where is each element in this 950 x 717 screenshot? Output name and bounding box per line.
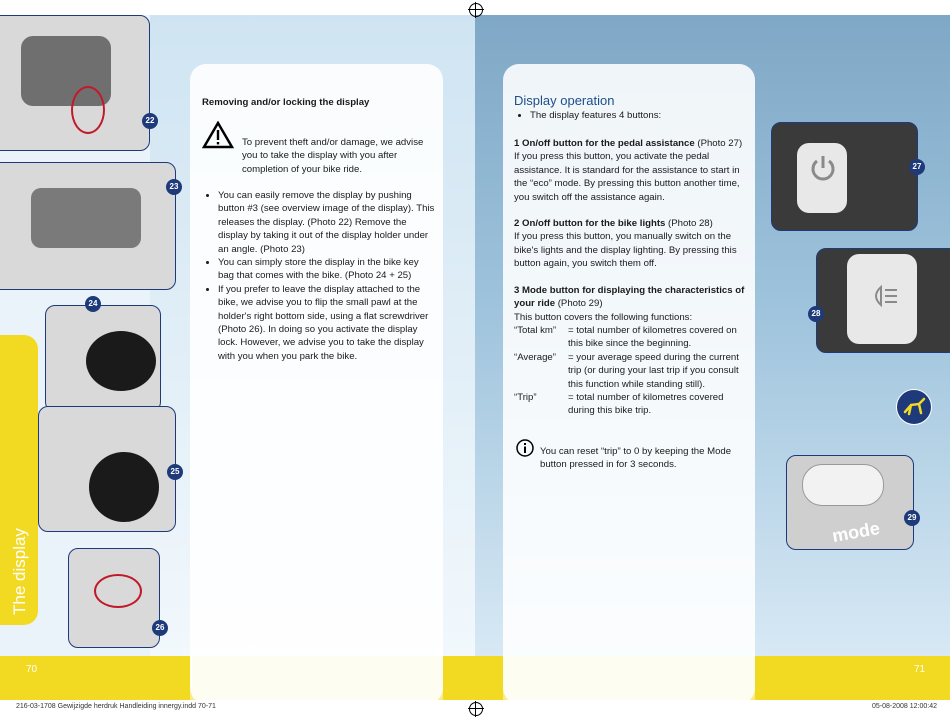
slug-right: 05-08-2008 12:00:42 <box>872 703 937 710</box>
antelope-icon <box>897 390 931 424</box>
warning-icon <box>202 121 234 149</box>
section-body: This button covers the following functions: <box>514 311 693 323</box>
photo-23 <box>0 162 176 290</box>
section-ref: (Photo 27) <box>694 138 743 149</box>
section-title: 1 On/off button for the pedal assistance <box>514 138 695 149</box>
function-term: “Average” <box>514 351 556 363</box>
right-intro-list <box>515 109 745 122</box>
function-desc: = total number of kilometres covered on this bike since the beginning. <box>568 325 737 350</box>
highlight-circle <box>71 86 105 134</box>
bullet-item: • If you prefer to leave the display attached to the bike, we advise you to flip the small pawl at the holder's right bottom side, using a flat screwdriver (Photo 26). In doing so you activate the display lock. However, we advise you to take the display with you when you park the bike. <box>218 283 435 363</box>
page-number-left: 70 <box>26 664 38 675</box>
photo-badge-27: 27 <box>909 159 925 175</box>
left-bullet-list <box>203 189 435 363</box>
highlight-circle <box>94 574 142 608</box>
side-tab-label: The display <box>10 528 29 615</box>
brand-logo <box>896 389 932 425</box>
photo-27 <box>771 122 918 231</box>
photo-28 <box>816 248 950 353</box>
function-list <box>514 324 746 418</box>
photo-24 <box>45 305 161 412</box>
photo-badge-29: 29 <box>904 510 920 526</box>
key-bag-image <box>89 452 159 522</box>
function-term: “Trip” <box>514 392 537 404</box>
section-ref: (Photo 28) <box>665 218 713 229</box>
photo-25 <box>38 406 176 532</box>
info-text: You can reset “trip” to 0 by keeping the Mode button pressed in for 3 seconds. <box>540 446 732 471</box>
slug-left: 216-03-1708 Gewijzigde herdruk Handleiding innergy.indd 70-71 <box>16 703 216 710</box>
photo-26 <box>68 548 160 648</box>
page-number-right: 71 <box>914 664 926 675</box>
registration-mark-bottom <box>469 702 483 716</box>
key-bag-image <box>86 331 156 391</box>
function-row <box>514 351 746 391</box>
power-icon <box>808 153 838 183</box>
info-icon <box>516 439 534 457</box>
left-heading: Removing and/or locking the display <box>202 97 370 108</box>
bullet-item: • You can simply store the display in the bike key bag that comes with the bike. (Photo 24 + 25) <box>218 256 435 283</box>
function-desc: = total number of kilometres covered during this bike trip. <box>568 392 724 417</box>
photo-29 <box>786 455 914 550</box>
warning-text: To prevent theft and/or damage, we advise you to take the display with you after completion of your bike ride. <box>242 137 424 175</box>
photo-22 <box>0 15 150 151</box>
bullet-item: • You can easily remove the display by pushing button #3 (see overview image of the display). This releases the display. (Photo 22) Remove the display by taking it out of the display holder under an angle. (Photo 23) <box>218 189 435 256</box>
function-desc: = your average speed during the current trip (or during your last trip if you consult this function while standing still). <box>568 351 739 390</box>
display-device-image <box>31 188 141 248</box>
section-title: 3 Mode button for displaying the characteristics of your ride <box>514 285 745 310</box>
footer-band <box>0 656 950 700</box>
mode-button-image <box>802 464 884 506</box>
section-3 <box>514 284 746 324</box>
photo-badge-22: 22 <box>142 113 158 129</box>
photo-badge-25: 25 <box>167 464 183 480</box>
section-title: 2 On/off button for the bike lights <box>514 218 666 229</box>
photo-badge-23: 23 <box>166 179 182 195</box>
function-row <box>514 391 746 418</box>
photo-badge-26: 26 <box>152 620 168 636</box>
photo-badge-28: 28 <box>808 306 824 322</box>
registration-mark-top <box>469 3 483 17</box>
section-body: If you press this button, you manually switch on the bike's lights and the display lighting. By pressing this button again, you switch them off. <box>514 231 737 270</box>
section-2 <box>514 217 746 271</box>
function-row <box>514 324 746 351</box>
light-icon <box>867 284 903 308</box>
function-term: “Total km” <box>514 325 557 336</box>
section-ref: (Photo 29) <box>555 298 603 310</box>
photo-badge-24: 24 <box>85 296 101 312</box>
right-heading: Display operation <box>514 93 615 108</box>
section-1 <box>514 137 746 204</box>
mode-label: mode <box>830 517 882 547</box>
intro-item: • The display features 4 buttons: <box>530 109 745 122</box>
section-body: If you press this button, you activate the pedal assistance. It is standard for the assistance to start in the “eco” mode. By pressing this button another time, you switch off the assistance again. <box>514 151 740 203</box>
